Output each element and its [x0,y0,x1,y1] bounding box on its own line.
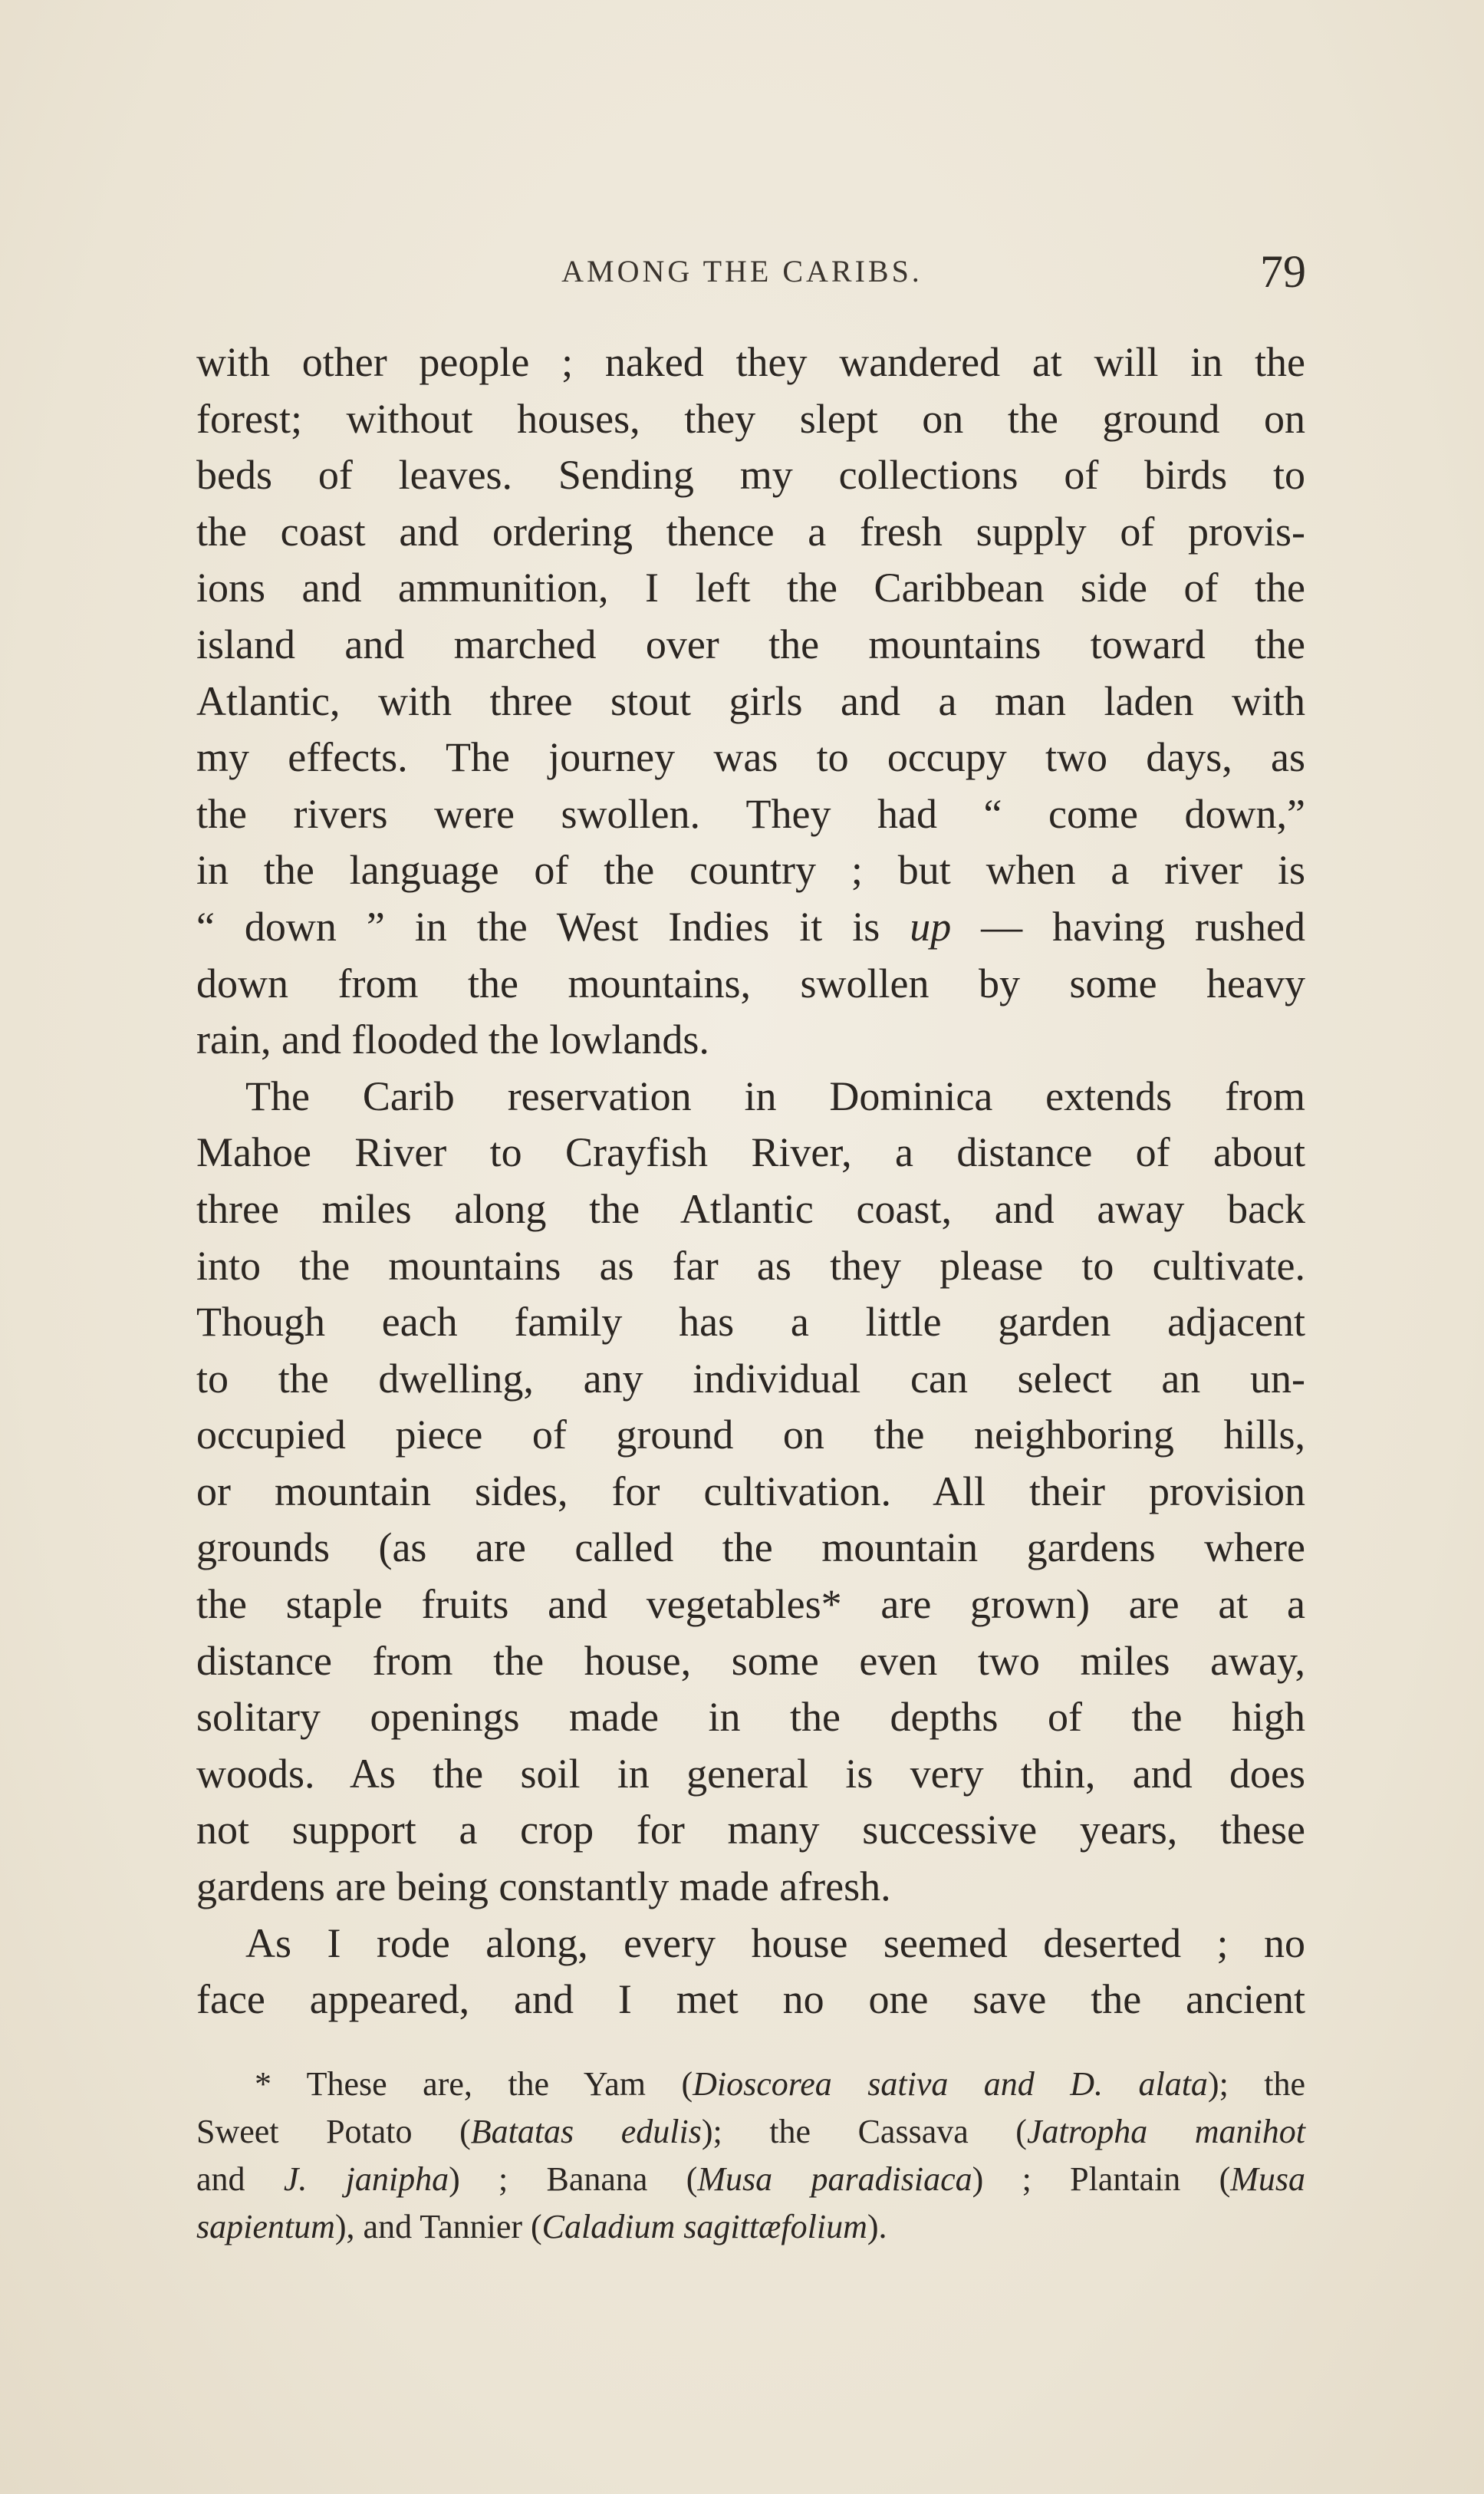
italic-fragment: sapientum [196,2208,335,2245]
text-line: woods. As the soil in general is very thin, and does [196,1750,1305,1797]
italic-fragment: Musa [1230,2160,1306,2198]
text-line: island and marched over the mountains toward the [196,621,1305,667]
footnote [196,2061,1305,2251]
text-line: ions and ammunition, I left the Caribbean side of the [196,565,1305,611]
text-fragment: ). [867,2208,887,2245]
text-line: three miles along the Atlantic coast, and away back [196,1185,1305,1232]
text-line: Though each family has a little garden adjacent [196,1299,1305,1346]
text-line: occupied piece of ground on the neighboring hills, [196,1412,1305,1458]
text-line: not support a crop for many successive years, these [196,1807,1305,1853]
italic-fragment: Caladium sagittæfolium [541,2208,867,2245]
footnote-line [196,2156,1305,2203]
italic-fragment: Jatropha manihot [1026,2113,1305,2150]
page-header [0,245,1484,307]
text-line: beds of leaves. Sending my collections of birds to [196,452,1305,499]
text-line: face appeared, and I met no one save the ancient [196,1976,1305,2023]
text-fragment: ), and Tannier ( [334,2208,542,2245]
text-fragment: Sweet Potato ( [196,2113,471,2150]
text-line: Atlantic, with three stout girls and a man laden with [196,677,1305,724]
italic-fragment: Batatas edulis [470,2113,702,2150]
text-line: in the language of the country ; but when a river is [196,847,1305,894]
text-fragment: ); the [1207,2065,1306,2103]
text-line-with-italic [196,899,1305,956]
text-line: the staple fruits and vegetables* are grown) are at a [196,1581,1305,1628]
text-fragment: “ down ” in the West Indies it is [196,903,910,950]
text-line: with other people ; naked they wandered at will in the [196,339,1305,385]
text-fragment: ) ; Plantain ( [972,2160,1231,2198]
italic-word: up [910,903,952,950]
text-fragment: — having rushed [951,903,1305,950]
text-fragment: ); the Cassava ( [701,2113,1027,2150]
footnote-line [196,2061,1305,2108]
paragraph-start-line: As I rode along, every house seemed deserted ; no [245,1919,1305,1966]
text-fragment: ) ; Banana ( [449,2160,698,2198]
text-line: grounds (as are called the mountain gardens where [196,1524,1305,1571]
text-line: down from the mountains, swollen by some heavy [196,960,1305,1006]
text-line: the coast and ordering thence a fresh supply of provis- [196,508,1305,555]
italic-fragment: Dioscorea sativa and D. alata [693,2065,1208,2103]
body-text [196,334,1305,2028]
text-line: forest; without houses, they slept on the ground on [196,395,1305,442]
footnote-line [196,2203,1305,2251]
text-line: or mountain sides, for cultivation. All their provision [196,1468,1305,1514]
page-number: 79 [1260,246,1306,297]
text-line: Mahoe River to Crayfish River, a distance of about [196,1129,1305,1176]
text-line: gardens are being constantly made afresh. [196,1863,891,1910]
footnote-line [196,2108,1305,2156]
italic-fragment: J. janipha [283,2160,449,2198]
text-fragment: and [196,2160,284,2198]
paragraph-start-line: The Carib reservation in Dominica extends from [245,1072,1305,1119]
text-line: solitary openings made in the depths of the high [196,1694,1305,1741]
text-line: to the dwelling, any individual can select an un- [196,1355,1305,1402]
italic-fragment: Musa paradisiaca [697,2160,972,2198]
text-line: my effects. The journey was to occupy two days, as [196,734,1305,781]
text-line: distance from the house, some even two miles away, [196,1637,1305,1684]
text-line: the rivers were swollen. They had “ come down,” [196,790,1305,837]
text-line: into the mountains as far as they please to cultivate. [196,1242,1305,1289]
text-fragment: * These are, the Yam ( [255,2065,693,2103]
text-line: rain, and flooded the lowlands. [196,1016,709,1063]
running-head: AMONG THE CARIBS. [561,254,923,288]
